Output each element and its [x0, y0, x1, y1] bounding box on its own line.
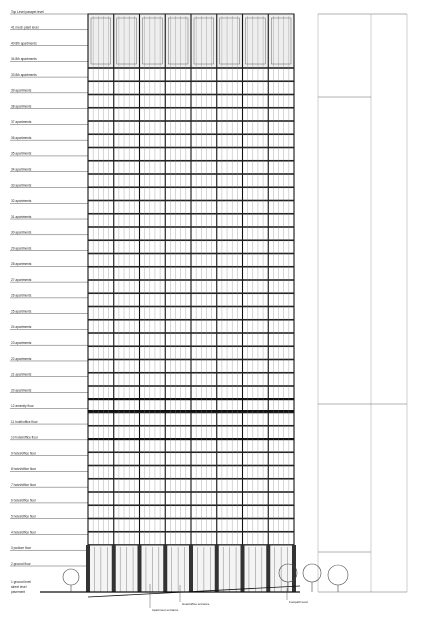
level-label: 34 8th apartments [11, 57, 37, 62]
level-label: 41 mech plant level [11, 25, 39, 30]
level-label: 24 apartments [11, 325, 32, 330]
podium-column [112, 545, 116, 592]
level-label: 35 apartments [11, 151, 32, 156]
podium-column [189, 545, 193, 592]
podium-column [292, 545, 296, 592]
level-label: 30 apartments [11, 230, 32, 235]
podium-column [215, 545, 219, 592]
level-label: 33 apartments [11, 183, 32, 188]
level-label: 20 apartments [11, 388, 32, 393]
level-label: 21 apartments [11, 372, 32, 377]
level-label: 9 hotel/office floor [11, 451, 37, 456]
level-label: 40 8th apartments [11, 41, 37, 46]
level-label: 38 apartments [11, 104, 32, 109]
level-label: 28 apartments [11, 262, 32, 267]
level-label: 22 apartments [11, 356, 32, 361]
level-label: 29 apartments [11, 246, 32, 251]
level-lines [10, 10, 88, 566]
level-label: 7 hotel/office floor [11, 482, 37, 487]
level-label: 32 apartments [11, 199, 32, 204]
level-label: 4 hotel/office floor [11, 530, 37, 535]
level-label: 39 apartments [11, 88, 32, 93]
callout-footpath: Footpath level [289, 600, 308, 604]
level-label: 36 apartments [11, 135, 32, 140]
level-label: 34 apartments [11, 167, 32, 172]
level-label: 2 ground floor [11, 561, 31, 566]
level-label: 23 apartments [11, 341, 32, 345]
podium-column [266, 545, 270, 592]
podium-column [86, 545, 90, 592]
tree-icon [63, 569, 79, 592]
level-label: 10 hotel/office floor [11, 435, 38, 440]
level-label: 26 apartments [11, 293, 32, 298]
level-label: 6 hotel/office floor [11, 498, 37, 503]
podium-column [138, 545, 142, 592]
level-label: 31 apartments [11, 214, 32, 219]
ground-label-2: street level [11, 585, 27, 589]
podium-column [241, 545, 245, 592]
callout-hotel-entrance: Hotel/office entrance [182, 602, 210, 606]
level-label: 33 8th apartments [11, 72, 37, 77]
level-label: 5 hotel/office floor [11, 514, 37, 519]
level-label: 3 podium floor [11, 546, 32, 551]
level-label: Top Level parapet level [11, 9, 44, 14]
tower-facade [88, 14, 294, 592]
level-label: 8 hotel/office floor [11, 467, 37, 472]
podium-base [86, 545, 296, 592]
callout-apartment-entrance: Apartment entrance [152, 608, 179, 612]
ground-labels [11, 580, 31, 594]
ground-label-3: pavement [11, 590, 25, 594]
level-label: 25 apartments [11, 309, 32, 314]
level-label: 12 amenity floor [11, 404, 34, 409]
dimension-lines [318, 14, 407, 592]
ground-label-1: 1 ground level [11, 580, 32, 584]
tree-icon [328, 565, 348, 592]
tree-icon [303, 564, 321, 592]
level-label: 11 hotel/office floor [11, 419, 38, 424]
level-label: 37 apartments [11, 120, 32, 125]
level-label: 27 apartments [11, 277, 32, 282]
podium-column [163, 545, 167, 592]
